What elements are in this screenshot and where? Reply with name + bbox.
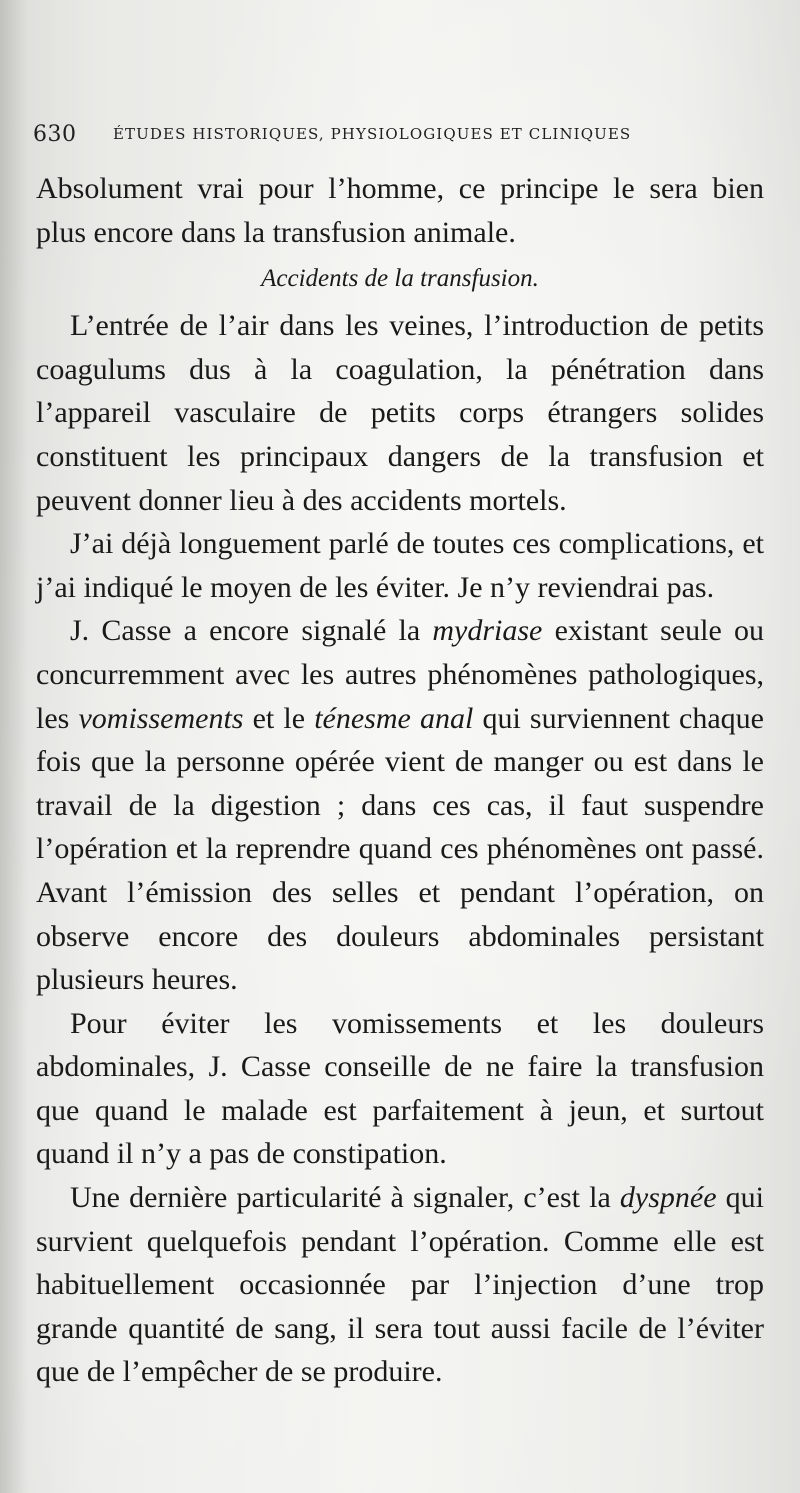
body-text [36,167,764,1394]
text-segment: Une dernière particularité à signaler, c’est la [70,1181,620,1215]
paragraph-prevention: Pour éviter les vomissements et les douleurs abdominales, J. Casse conseille de ne faire la transfusion que quand le malade est parfaitement à jeun, et surtout quand il n’y a pas de constipation. [36,1006,764,1171]
italic-term-vomissements: vomissements [78,701,244,735]
text-segment: existant seule ou concurremment avec les autres phénomènes pathologiques, les [36,614,764,735]
paragraph-dyspnee [36,1176,764,1394]
page-number: 630 [33,122,77,147]
text-segment: et le [243,701,315,735]
paragraph-casse-symptoms [36,609,764,1001]
italic-term-dyspnee: dyspnée [619,1181,717,1215]
text-segment: qui surviennent chaque fois que la personne opérée vient de manger ou est dans le travail de la digestion ; dans ces cas, il faut suspendre l’opération et la reprendre quand ces phénomènes ont passé. Avant l’émission des selles et pendant l’opération, on observe encore des douleurs abdominales persistant plusieurs heures. [36,701,764,997]
italic-term-mydriase: mydriase [432,614,543,648]
paragraph-continuation: Absolument vrai pour l’homme, ce principe le sera bien plus encore dans la transfusion animale. [36,172,764,249]
section-heading: Accidents de la transfusion. [261,265,539,293]
text-segment: J. Casse a encore signalé la [70,614,433,648]
italic-term-tenesme-anal: ténesme anal [314,701,474,735]
running-title: ÉTUDES HISTORIQUES, PHYSIOLOGIQUES ET CLINIQUES [113,125,632,143]
paragraph-complications: J’ai déjà longuement parlé de toutes ces complications, et j’ai indiqué le moyen de les éviter. Je n’y reviendrai pas. [36,527,764,604]
text-segment: qui survient quelquefois pendant l’opération. Comme elle est habituellement occasionnée par l’injection d’une trop grande quantité de sang, il sera tout aussi facile de l’éviter que de l’empêcher de se produire. [36,1181,764,1389]
page-header [33,122,753,147]
paragraph-accidents: L’entrée de l’air dans les veines, l’introduction de petits coagulums dus à la coagulation, la pénétration dans l’appareil vasculaire de petits corps étrangers solides constituent les principaux dangers de la transfusion et peuvent donner lieu à des accidents mortels. [36,309,764,517]
